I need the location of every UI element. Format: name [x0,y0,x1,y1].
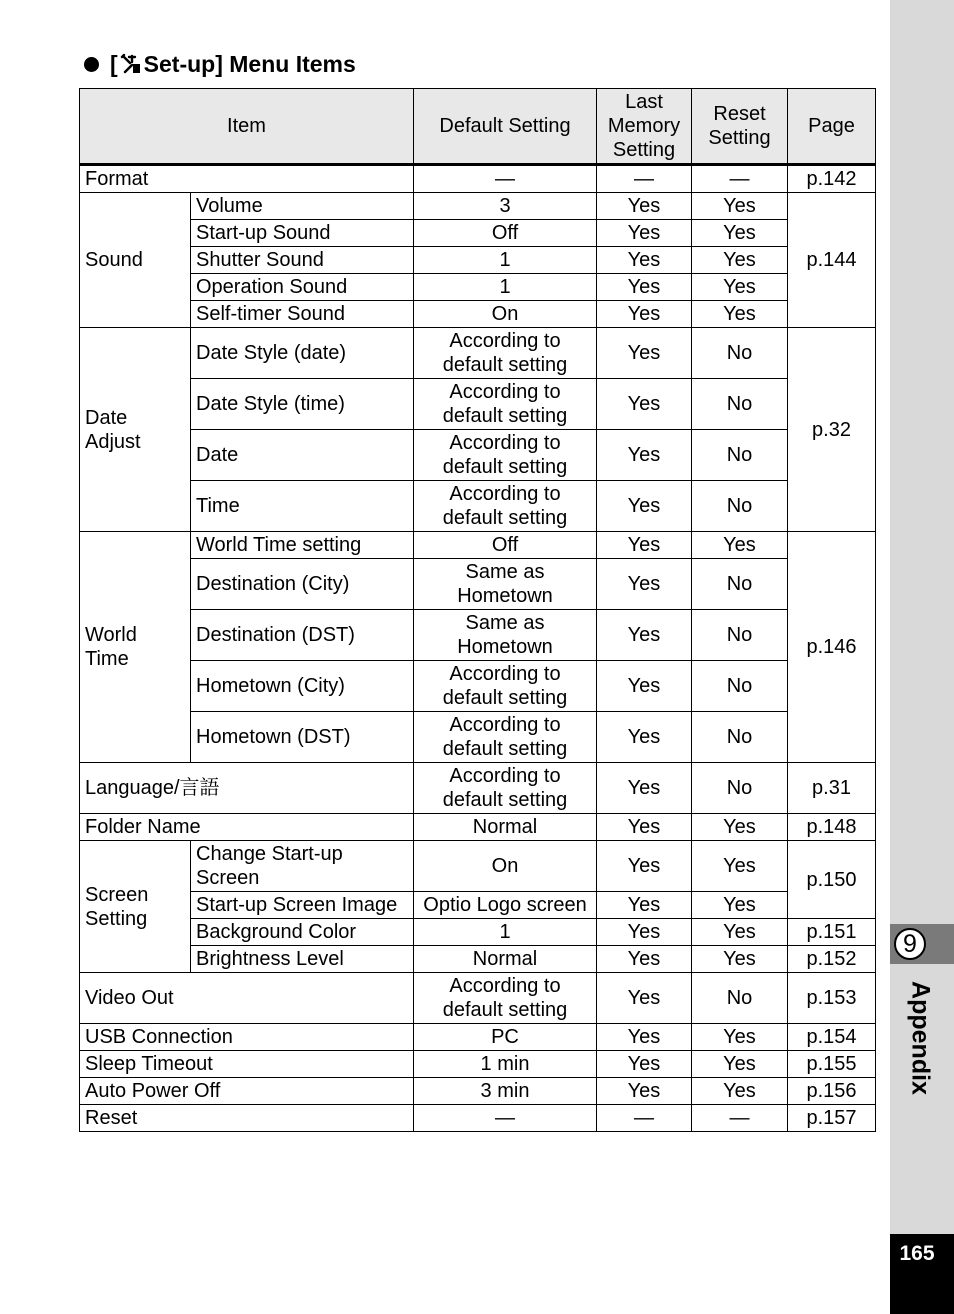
reset-cell: Yes [692,301,788,328]
table-row [80,481,876,532]
reset-cell: Yes [692,841,788,892]
default-cell: According to default setting [414,430,597,481]
group-cell-screen-setting [80,841,191,973]
page-cell: p.150 [788,841,876,919]
item-cell: Shutter Sound [191,247,414,274]
chapter-sidebar [890,0,954,1314]
memory-cell: Yes [597,559,692,610]
table-row [80,841,876,892]
memory-cell: Yes [597,1024,692,1051]
default-cell: Normal [414,814,597,841]
group-label-line-1: Screen [85,883,149,906]
reset-cell: Yes [692,274,788,301]
chapter-number: 9 [894,928,926,960]
heading-bracket: [ [110,51,118,77]
default-cell: 1 [414,919,597,946]
default-cell: 3 min [414,1078,597,1105]
table-row [80,1051,876,1078]
header-last-memory-setting [597,89,692,165]
reset-cell: Yes [692,919,788,946]
memory-cell: Yes [597,973,692,1024]
default-cell: 3 [414,193,597,220]
table-row [80,559,876,610]
item-cell: Background Color [191,919,414,946]
reset-cell: No [692,481,788,532]
reset-cell: No [692,973,788,1024]
default-cell: On [414,301,597,328]
table-row [80,892,876,919]
table-row [80,247,876,274]
reset-cell: Yes [692,946,788,973]
item-cell: Auto Power Off [80,1078,414,1105]
header-default-setting: Default Setting [414,89,597,165]
table-row [80,712,876,763]
default-cell: According to default setting [414,481,597,532]
memory-cell: Yes [597,220,692,247]
table-row [80,379,876,430]
table-row [80,328,876,379]
memory-cell: Yes [597,274,692,301]
memory-cell: — [597,165,692,193]
item-cell: Date [191,430,414,481]
memory-cell: Yes [597,301,692,328]
default-cell: According to default setting [414,763,597,814]
memory-cell: Yes [597,892,692,919]
item-cell: Destination (City) [191,559,414,610]
default-cell: Off [414,532,597,559]
default-cell: Off [414,220,597,247]
default-cell: According to default setting [414,379,597,430]
item-cell: Date Style (date) [191,328,414,379]
item-cell: Sleep Timeout [80,1051,414,1078]
memory-cell: Yes [597,814,692,841]
table-row [80,763,876,814]
reset-cell: Yes [692,814,788,841]
table-row [80,973,876,1024]
group-cell-sound: Sound [80,193,191,328]
table-row [80,165,876,193]
heading-text: Set-up] Menu Items [143,51,356,77]
page-cell: p.32 [788,328,876,532]
item-cell: Reset [80,1105,414,1132]
header-last-memory-line-3: Setting [612,139,676,161]
default-cell: — [414,165,597,193]
reset-cell: Yes [692,892,788,919]
table-row [80,532,876,559]
header-page: Page [788,89,876,165]
item-cell: Operation Sound [191,274,414,301]
header-last-memory-line-2: Memory [607,115,681,137]
setup-menu-table [79,88,876,1132]
item-cell: Self-timer Sound [191,301,414,328]
page-cell: p.142 [788,165,876,193]
item-cell: Hometown (City) [191,661,414,712]
memory-cell: Yes [597,661,692,712]
reset-cell: Yes [692,247,788,274]
memory-cell: — [597,1105,692,1132]
header-reset-line-1: Reset [713,103,766,125]
page-cell: p.148 [788,814,876,841]
page-cell: p.151 [788,919,876,946]
memory-cell: Yes [597,430,692,481]
default-cell: According to default setting [414,712,597,763]
reset-cell: No [692,661,788,712]
setup-tool-icon [120,53,142,75]
table-row [80,274,876,301]
memory-cell: Yes [597,610,692,661]
header-reset-setting [692,89,788,165]
memory-cell: Yes [597,946,692,973]
reset-cell: Yes [692,220,788,247]
memory-cell: Yes [597,481,692,532]
memory-cell: Yes [597,712,692,763]
reset-cell: No [692,430,788,481]
group-label-line-2: Setting [85,907,148,930]
item-cell: USB Connection [80,1024,414,1051]
page-cell: p.157 [788,1105,876,1132]
chapter-label: Appendix [906,981,935,1095]
group-label-line-1: Date [85,406,128,429]
reset-cell: No [692,559,788,610]
default-cell: Same as Hometown [414,559,597,610]
table-row [80,610,876,661]
memory-cell: Yes [597,1078,692,1105]
page-number: 165 [899,1242,935,1265]
reset-cell: No [692,712,788,763]
group-label-line-2: Time [85,648,129,670]
reset-cell: No [692,379,788,430]
page-cell: p.156 [788,1078,876,1105]
bullet-icon [84,57,99,72]
default-cell: Optio Logo screen [414,892,597,919]
memory-cell: Yes [597,1051,692,1078]
header-item: Item [80,89,414,165]
default-cell: 1 min [414,1051,597,1078]
table-row [80,661,876,712]
item-cell: Destination (DST) [191,610,414,661]
memory-cell: Yes [597,193,692,220]
header-reset-line-2: Setting [708,127,771,149]
page-cell: p.155 [788,1051,876,1078]
header-last-memory-line-1: Last [625,91,663,113]
table-row [80,1105,876,1132]
reset-cell: No [692,610,788,661]
table-row [80,814,876,841]
reset-cell: Yes [692,193,788,220]
page-cell: p.146 [788,532,876,763]
default-cell: Normal [414,946,597,973]
default-cell: 1 [414,274,597,301]
table-row [80,193,876,220]
section-heading [84,50,356,78]
item-cell: Change Start-up Screen [191,841,414,892]
default-cell: Same as Hometown [414,610,597,661]
memory-cell: Yes [597,763,692,814]
reset-cell: No [692,328,788,379]
group-label-line-1: World [85,624,137,646]
table-row [80,1078,876,1105]
memory-cell: Yes [597,919,692,946]
default-cell: According to default setting [414,661,597,712]
item-cell: Hometown (DST) [191,712,414,763]
item-cell: Brightness Level [191,946,414,973]
item-cell: Time [191,481,414,532]
item-cell: Date Style (time) [191,379,414,430]
reset-cell: Yes [692,1078,788,1105]
page-cell: p.154 [788,1024,876,1051]
page-cell: p.31 [788,763,876,814]
item-cell: World Time setting [191,532,414,559]
default-cell: On [414,841,597,892]
memory-cell: Yes [597,328,692,379]
memory-cell: Yes [597,379,692,430]
group-label-line-2: Adjust [85,430,141,453]
reset-cell: — [692,165,788,193]
table-row [80,220,876,247]
default-cell: According to default setting [414,973,597,1024]
default-cell: According to default setting [414,328,597,379]
reset-cell: Yes [692,1051,788,1078]
reset-cell: Yes [692,532,788,559]
reset-cell: No [692,763,788,814]
table-row [80,919,876,946]
default-cell: PC [414,1024,597,1051]
item-cell: Start-up Sound [191,220,414,247]
item-cell: Language/言語 [80,763,414,814]
table-row [80,430,876,481]
memory-cell: Yes [597,532,692,559]
item-cell: Start-up Screen Image [191,892,414,919]
table-row [80,301,876,328]
default-cell: — [414,1105,597,1132]
memory-cell: Yes [597,247,692,274]
memory-cell: Yes [597,841,692,892]
group-cell-world-time [80,532,191,763]
table-header-row [80,89,876,165]
page-cell: p.152 [788,946,876,973]
page-cell: p.153 [788,973,876,1024]
page-cell: p.144 [788,193,876,328]
item-cell: Folder Name [80,814,414,841]
default-cell: 1 [414,247,597,274]
item-cell: Format [80,165,414,193]
group-cell-date-adjust [80,328,191,532]
reset-cell: — [692,1105,788,1132]
reset-cell: Yes [692,1024,788,1051]
table-row [80,1024,876,1051]
table-row [80,946,876,973]
item-cell: Video Out [80,973,414,1024]
item-cell: Volume [191,193,414,220]
